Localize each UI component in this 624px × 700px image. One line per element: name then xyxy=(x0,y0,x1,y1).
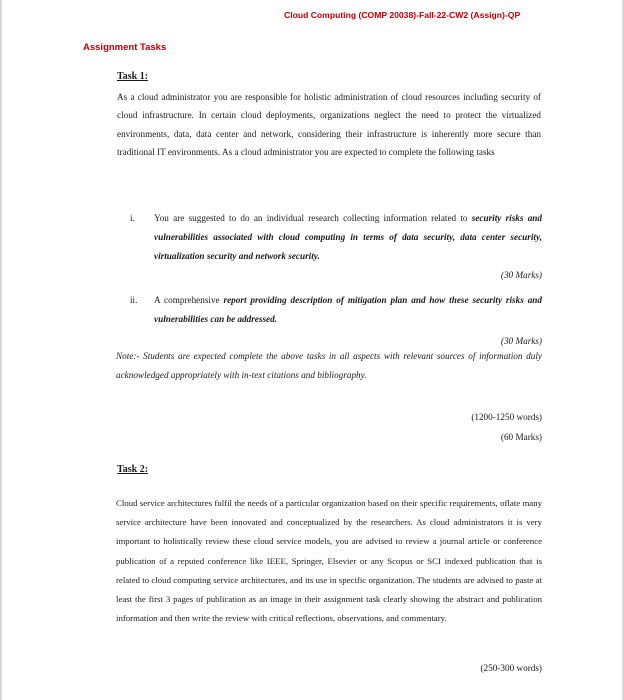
task2-body: Cloud service architectures fulfil the needs of a particular organization based on their specific requirements, oflate many service architecture have been innovated and conceptualized by the researchers. As cloud administrators it is very important to holistically review these cloud service models, you are advised to review a journal article or conference publication of a reputed conference like IEEE, Springer, Elsevier or any Scopus or SCI indexed publication that is related to cloud computing service architectures, and its use in specific organization. The students are advised to paste at least the first 3 pages of publication as an image in their assignment task clearly showing the abstract and publication information and then write the review with critical reflections, observations, and commentary. xyxy=(116,498,542,624)
task2-heading: Task 2: xyxy=(117,464,149,475)
task1-word-count: (1200-1250 words) xyxy=(471,412,542,422)
task1-item-1-emphasis: security risks and vulnerabilities associated with cloud computing in terms of data security, data center security, virtualization security and network security. xyxy=(154,213,543,261)
task1-item-2-plain: A comprehensive xyxy=(154,295,220,305)
task1-item-1-number: i. xyxy=(130,213,135,223)
task1-item-2-emphasis: report providing description of mitigation plan and how these security risks and vulnerabilities can be addressed. xyxy=(154,295,542,324)
task1-item-2-text xyxy=(154,291,542,329)
task1-item-2 xyxy=(130,291,542,329)
task1-item-1-plain: You are suggested to do an individual research collecting information related to xyxy=(154,213,468,223)
document-header: Cloud Computing (COMP 20038)-Fall-22-CW2 (Assign)-QP xyxy=(284,10,521,20)
task1-item-2-marks: (30 Marks) xyxy=(500,336,542,346)
section-title: Assignment Tasks xyxy=(83,42,167,53)
task1-item-1 xyxy=(130,209,542,266)
task2-word-count: (250-300 words) xyxy=(480,663,542,673)
task1-note: Note:- Students are expected complete the above tasks in all aspects with relevant sources of information duly acknowledged appropriately with in-text citations and bibliography. xyxy=(116,351,542,380)
task1-heading: Task 1: xyxy=(117,71,149,82)
task1-intro: As a cloud administrator you are responsible for holistic administration of cloud resources including security of cloud infrastructure. In certain cloud deployments, organizations neglect the need to protect the virtualized environments, data, data center and network, considering their infrastructure is inherently more secure than traditional IT environments. As a cloud administrator you are expected to complete the following tasks xyxy=(117,92,541,158)
task1-item-2-number: ii. xyxy=(130,295,138,305)
task1-total-marks: (60 Marks) xyxy=(500,432,542,442)
task1-item-1-text xyxy=(154,209,542,266)
page-edge-left xyxy=(0,0,2,700)
task1-item-1-marks: (30 Marks) xyxy=(500,270,542,280)
